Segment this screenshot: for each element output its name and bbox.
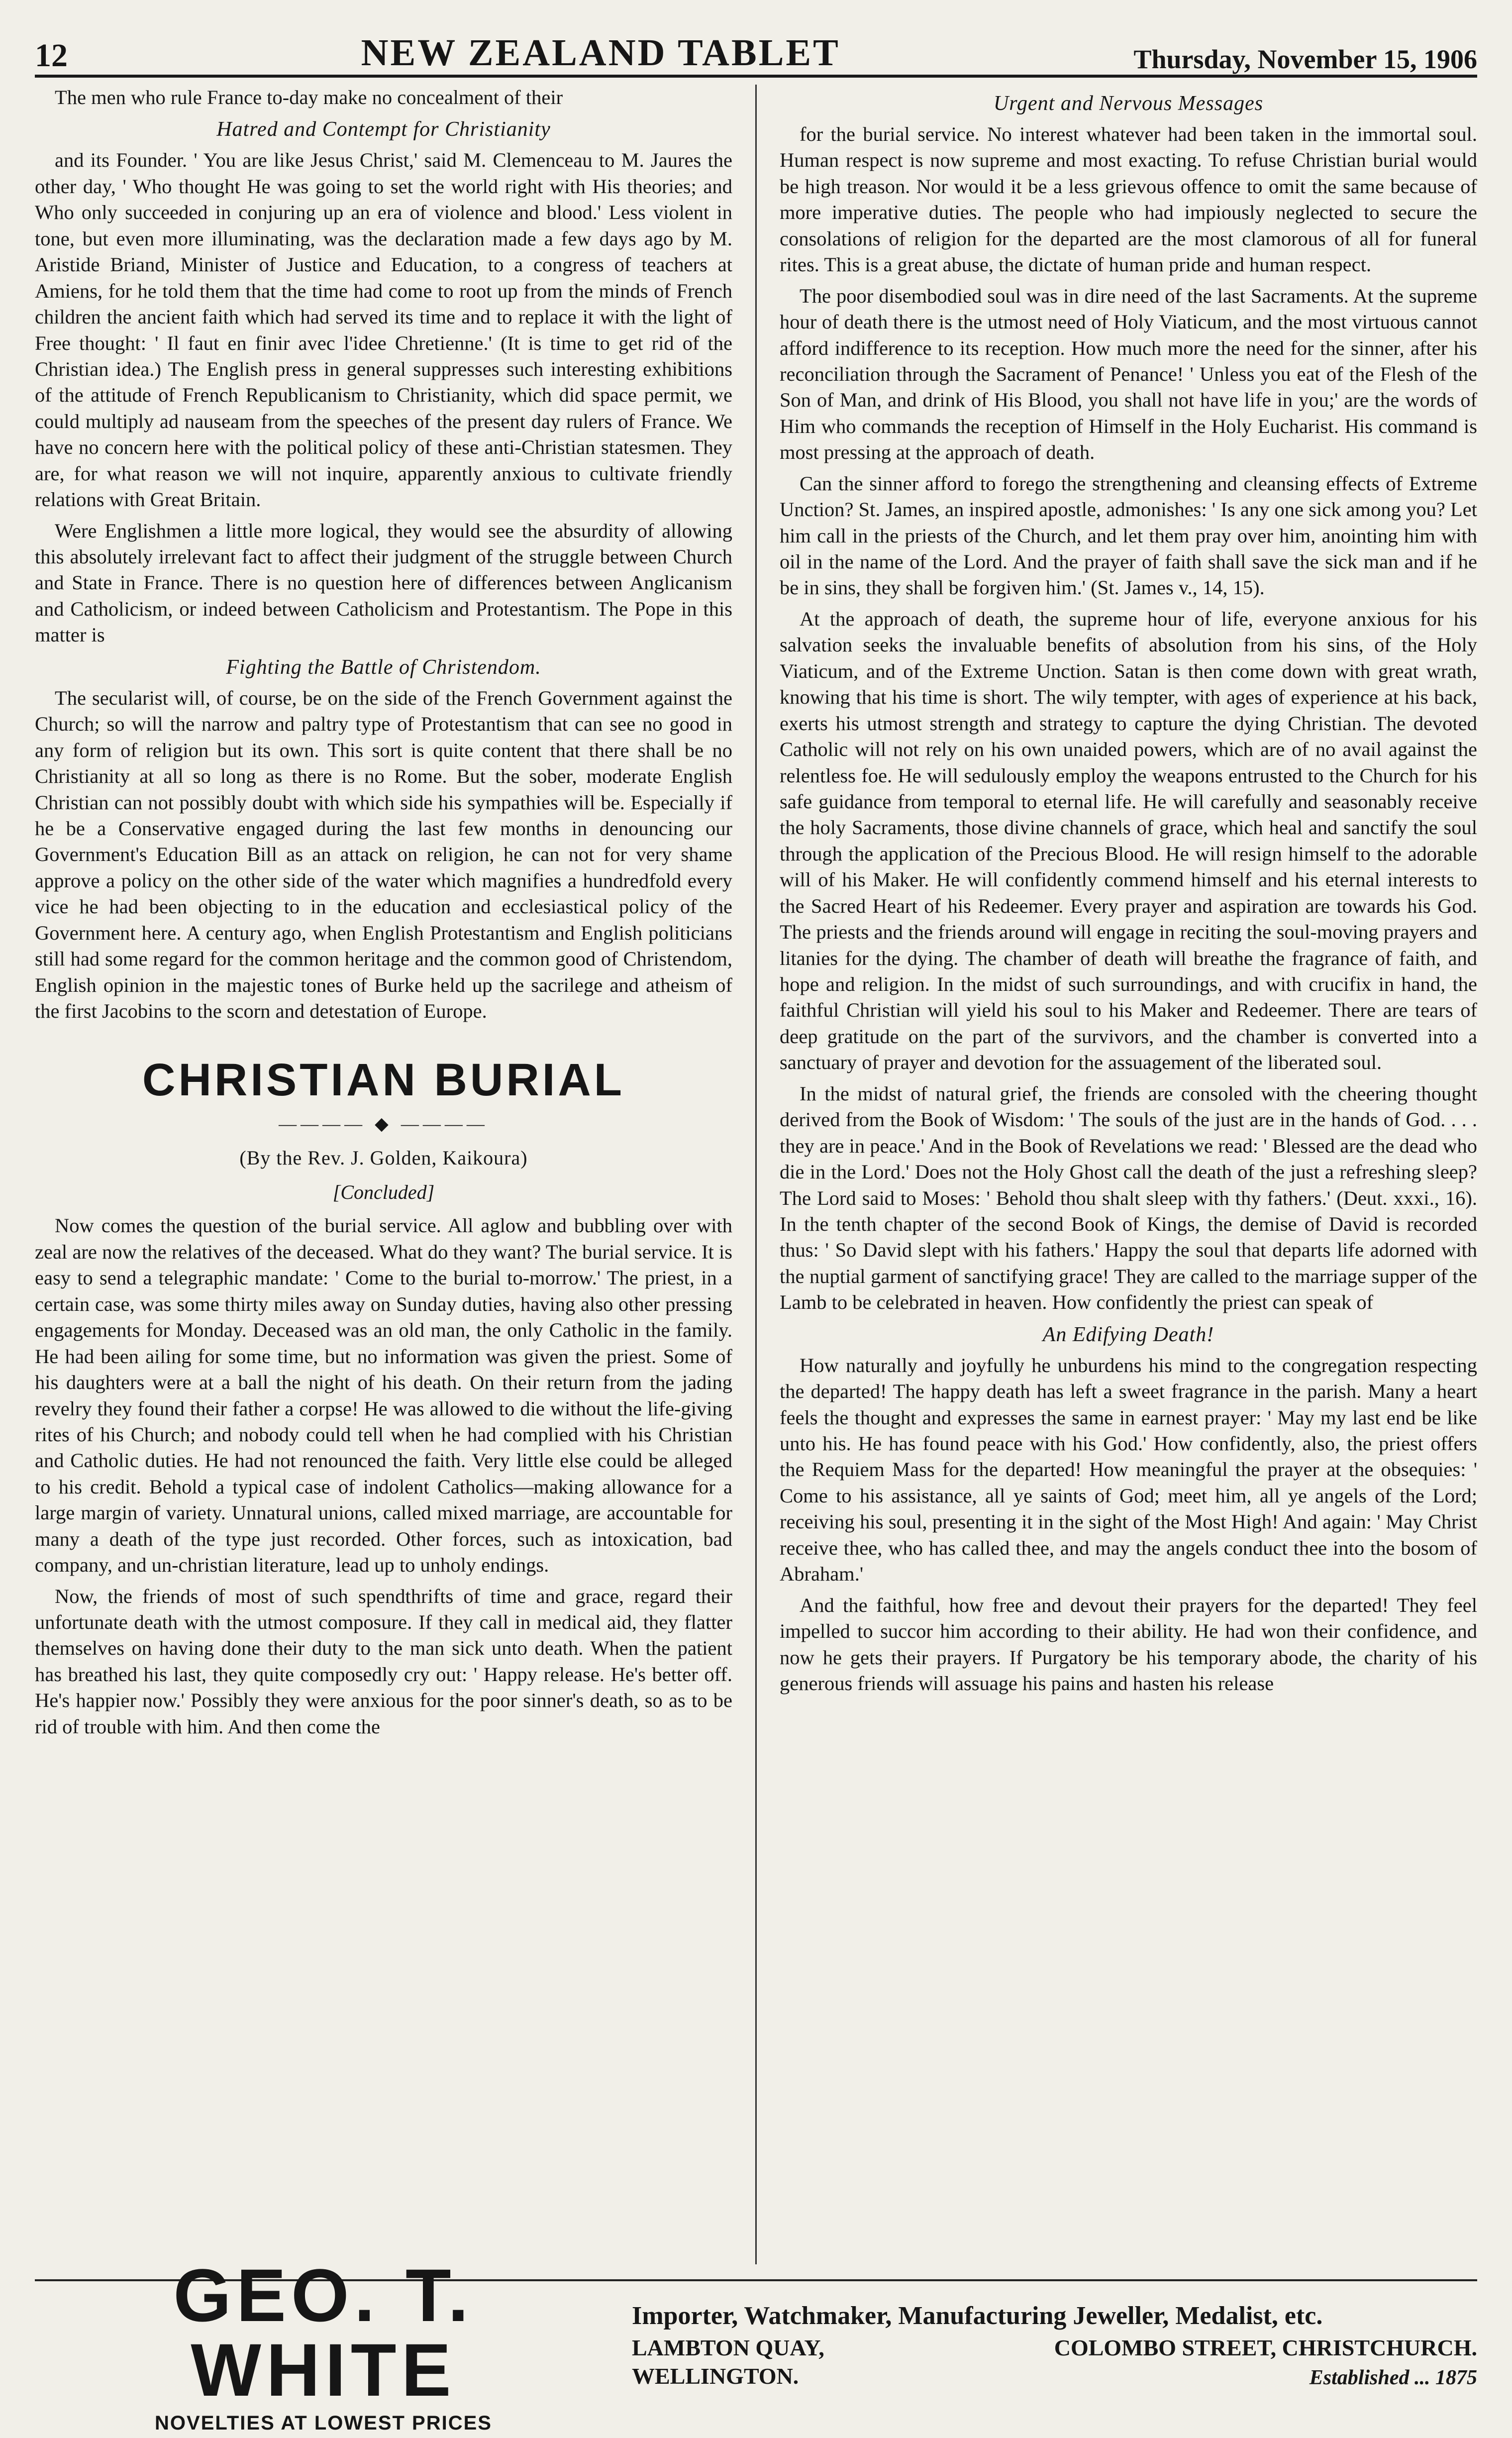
paragraph: How naturally and joyfully he unburdens his mind to the congregation respecting the departed! The happy death has left a sweet fragrance in the parish. Many a heart feels the thought and expresses the same in earnest prayer: ' May my last end be like unto his. He has found peace with his God.' How confidently, also, the priest offers the Requiem Mass for the departed! How meaningful the prayer at the obsequies: ' Come to his assistance, all ye saints of God; meet him, all ye angels of the Lord; receiving his soul, presenting it in the sight of the Most High! And again: ' May Christ receive thee, who has called thee, and may the angels conduct thee into the bosom of Abraham.': [780, 1354, 1477, 1586]
concluded-note: [Concluded]: [332, 1181, 435, 1204]
ad-address-christchurch: [1054, 2333, 1477, 2391]
section-subhead: Fighting the Battle of Christendom.: [226, 655, 541, 679]
section-subhead: Urgent and Nervous Messages: [993, 92, 1264, 115]
paragraph: and its Founder. ' You are like Jesus Christ,' said M. Clemenceau to M. Jaures the other day, ' Who thought He was going to set the world right with His theories; and Who only succeeded in conjuring up an era of violence and blood.' Less violent in tone, but even more illuminating, was the declaration made a few days ago by M. Aristide Briand, Minister of Justice and Education, to a congress of teachers at Amiens, for he told them that the time had come to root up from the minds of French children the ancient faith which had served its time and to replace it with the light of Free thought: ' Il faut en finir avec l'idee Chretienne.' (It is time to get rid of the Christian idea.) The English press in general suppresses such interesting exhibitions of the attitude of French Republicanism to Christianity, which did space permit, we could multiply ad nauseam from the speeches of the present day rulers of France. We have no concern here with the political policy of these anti-Christian statesmen. They are, for what reason we will not inquire, apparently anxious to cultivate friendly relations with Great Britain.: [35, 149, 732, 511]
issue-date: Thursday, November 15, 1906: [1133, 44, 1477, 74]
right-column: [755, 85, 1477, 2264]
paragraph: And the faithful, how free and devout their prayers for the departed! They feel impelled to succor him according to their ability. He had won their confidence, and now he gets their prayers. If Purgatory be his temporary abode, the charity of his generous friends will assuage his pains and hasten his release: [780, 1593, 1477, 1695]
ad-established: Established ... 1875: [1309, 2366, 1477, 2389]
paragraph: Can the sinner afford to forego the strengthening and cleansing effects of Extreme Unction? St. James, an inspired apostle, admonishes: ' Is any one sick among you? Let him call in the priests of the Church, and let them pray over him, anointing him with oil in the name of the Lord. And the prayer of faith shall save the sick man and if he be in sins, they shall be forgiven him.' (St. James v., 14, 15).: [780, 472, 1477, 599]
paragraph: In the midst of natural grief, the friends are consoled with the cheering thought derived from the Book of Wisdom: ' The souls of the just are in the hands of God. . . . they are in peace.' And in the Book of Revelations we read: ' Blessed are the dead who die in the Lord.' Does not the Holy Ghost call the death of the just a refreshing sleep? The Lord said to Moses: ' Behold thou shalt sleep with thy fathers.' (Deut. xxxi., 16). In the tenth chapter of the second Book of Kings, the demise of David is recorded thus: ' So David slept with his fathers.' Happy the soul that departs life adorned with the nuptial garment of sanctifying grace! They are called to the marriage supper of the Lamb to be celebrated in heaven. How confidently the priest can speak of: [780, 1082, 1477, 1314]
masthead: [35, 20, 1477, 78]
paragraph: Now, the friends of most of such spendthrifts of time and grace, regard their unfortunate death with the utmost composure. If they call in medical aid, they flatter themselves on having done their duty to the man sick unto death. When the patient has breathed his last, they quite composedly cry out: ' Happy release. He's better off. He's happier now.' Possibly they were anxious for the poor sinner's death, so as to be rid of trouble with him. And then come the: [35, 1585, 732, 1738]
ad-street: COLOMBO STREET, CHRISTCHURCH.: [1054, 2334, 1477, 2360]
newspaper-title: NEW ZEALAND TABLET: [361, 32, 840, 74]
page-number: 12: [35, 37, 68, 74]
ad-addresses: [632, 2333, 1477, 2391]
ad-brand: [35, 2253, 612, 2435]
ad-street: LAMBTON QUAY,: [632, 2334, 824, 2360]
article-columns: [35, 85, 1477, 2264]
ad-details: [612, 2301, 1477, 2391]
ad-city: WELLINGTON.: [632, 2363, 799, 2389]
ad-trade-line: Importer, Watchmaker, Manufacturing Jeweller, Medalist, etc.: [632, 2301, 1323, 2330]
paragraph: Now comes the question of the burial service. All aglow and bubbling over with zeal are now the relatives of the deceased. What do they want? The burial service. It is easy to send a telegraphic mandate: ' Come to the burial to-morrow.' The priest, in a certain case, was some thirty miles away on Sunday duties, having also other pressing engagements for Monday. Deceased was an old man, the only Catholic in the family. He had been ailing for some time, but no information was given the priest. Some of his daughters were at a ball the night of his death. On their return from the jading revelry they found their father a corpse! He was allowed to die without the life-giving rites of his Church; and nobody could tell when he had complied with his Christian and Catholic duties. He had not renounced the faith. Very little else could be alleged to his credit. Behold a typical case of indolent Catholics—making allowance for a large margin of variety. Unnatural unions, called mixed marriage, are accountable for many a death of the type just recorded. Other forces, such as intoxication, bad company, and un-christian literature, lead up to unholy endings.: [35, 1214, 732, 1577]
paragraph: The men who rule France to-day make no concealment of their: [55, 86, 563, 108]
paragraph: Were Englishmen a little more logical, they would see the absurdity of allowing this absolutely irrelevant fact to affect their judgment of the struggle between Church and State in France. There is no question here of differences between Anglicanism and Catholicism, or indeed between Catholicism and Protestantism. The Pope in this matter is: [35, 519, 732, 646]
section-subhead: Hatred and Contempt for Christianity: [216, 118, 551, 141]
article-title: CHRISTIAN BURIAL: [142, 1055, 625, 1106]
article-byline: (By the Rev. J. Golden, Kaikoura): [239, 1147, 528, 1169]
left-column: [35, 85, 755, 2264]
paragraph: At the approach of death, the supreme hour of life, everyone anxious for his salvation seeks the invaluable benefits of absolution from his sins, of the Holy Viaticum, and of the Extreme Unction. Satan is then come down with great wrath, knowing that his time is short. The wily tempter, with ages of experience at his back, exerts his utmost strength and strategy to capture the dying Christian. The devoted Catholic will not rely on his own unaided powers, which are of no avail against the relentless foe. He will sedulously employ the weapons entrusted to the Church for his safe guidance from temporal to eternal life. He will carefully and seasonably receive the holy Sacraments, those divine channels of grace, which heal and sanctify the soul through the application of the Precious Blood. He will resign himself to the adorable will of his Maker. He will confidently commend himself and his eternal interests to the Sacred Heart of his Redeemer. Every prayer and aspiration are towards his God. The priests and the friends around will engage in reciting the soul-moving prayers and litanies for the dying. The chamber of death will breathe the fragrance of faith, and hope and religion. In the midst of such surroundings, and with crucifix in hand, the faithful Christian will yield his soul to his Maker and Redeemer. There are tears of deep gratitude on the part of the survivors, and the chamber is converted into a sanctuary of prayer and devotion for the assuagement of the liberated soul.: [780, 607, 1477, 1074]
advertisement-banner: [35, 2253, 1477, 2434]
ad-tagline: NOVELTIES AT LOWEST PRICES: [155, 2412, 492, 2434]
ad-address-wellington: [632, 2333, 824, 2391]
paragraph: for the burial service. No interest whatever had been taken in the immortal soul. Human respect is now supreme and most exacting. To refuse Christian burial would be high treason. Nor would it be a less grievous offence to omit the same because of more imperative duties. The people who had impiously neglected to secure the consolations of religion for the departed are the most clamorous of all for funeral rites. This is a great abuse, the dictate of human pride and human respect.: [780, 123, 1477, 276]
ornament-rule-icon: ———— ◆ ————: [279, 1114, 489, 1134]
paragraph: The secularist will, of course, be on the side of the French Government against the Church; so will the narrow and paltry type of Protestantism that can see no good in any form of religion but its own. This sort is quite content that there shall be no Christianity at all so long as there is no Rome. But the sober, moderate English Christian can not possibly doubt with which side his sympathies will be. Especially if he be a Conservative engaged during the last few months in denouncing our Government's Education Bill as an attack on religion, he can not for very shame approve a policy on the other side of the water which magnifies a hundredfold every vice he had been objecting to in the education and ecclesiastical policy of the Government here. A century ago, when English Protestantism and English politicians still had some regard for the common heritage and the common good of Christendom, English opinion in the majestic tones of Burke held up the sacrilege and atheism of the first Jacobins to the scorn and detestation of Europe.: [35, 686, 732, 1022]
advertiser-name: GEO. T. WHITE: [173, 2253, 474, 2412]
paragraph: The poor disembodied soul was in dire need of the last Sacraments. At the supreme hour of death there is the utmost need of Holy Viaticum, and the most virtuous cannot afford indifference to its reception. How much more the need for the sinner, after his reconciliation through the Sacrament of Penance! ' Unless you eat of the Flesh of the Son of Man, and drink of His Blood, you shall not have life in you;' are the words of Him who commands the reception of Himself in the Holy Eucharist. His command is most pressing at the approach of death.: [780, 284, 1477, 464]
section-subhead: An Edifying Death!: [1042, 1323, 1214, 1346]
